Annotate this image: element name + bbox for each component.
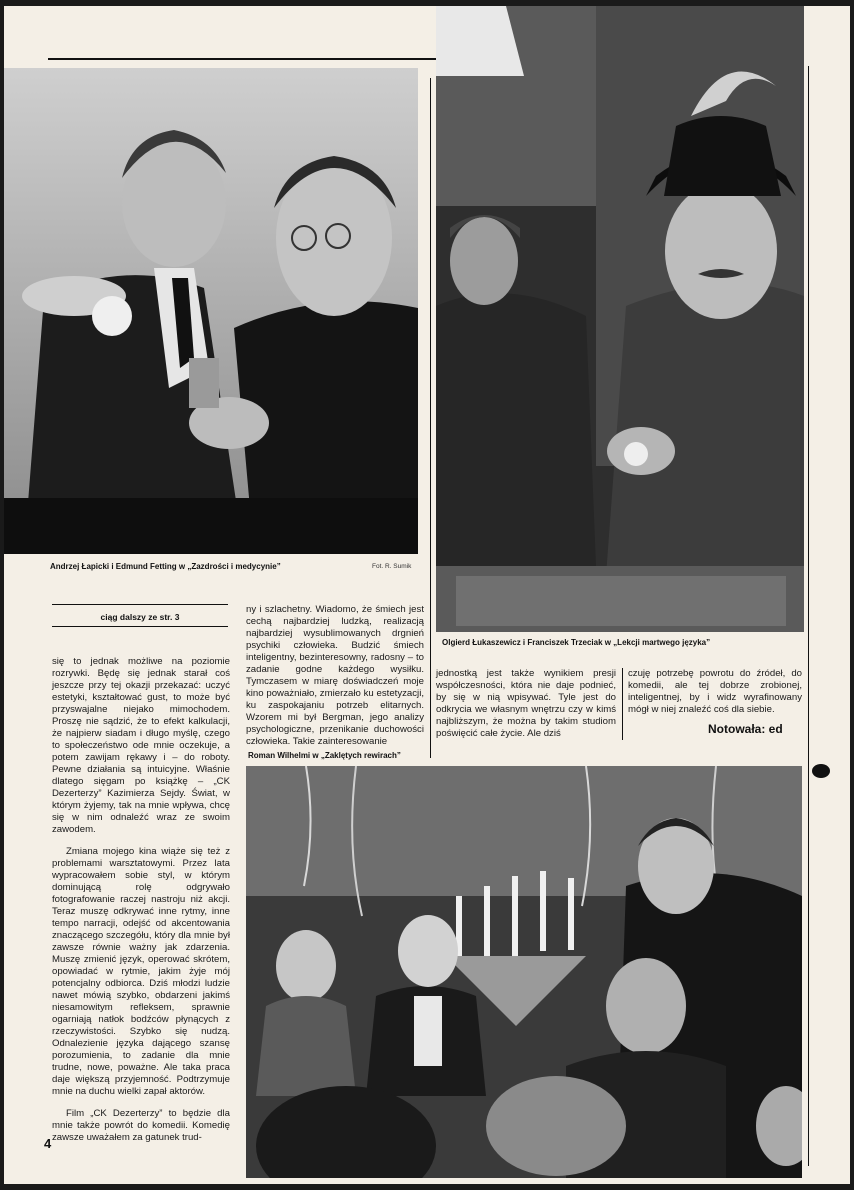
ink-blot xyxy=(812,764,830,778)
article-paragraph: czuję potrzebę powrotu do źródeł, do komedii, ale tej dobrze zrobionej, inteligentnej, by i widz wyrafinowany mógł w niej znaleźć coś dla siebie. xyxy=(628,668,802,715)
article-column-1 xyxy=(52,656,230,1156)
signature: Notowała: ed xyxy=(708,722,783,736)
article-paragraph: ny i szlachetny. Wiadomo, że śmiech jest cechą najbardziej ludzką, realizacją najbardziej wysublimowanych drgnień psychiki człowieka. Budzić śmiech inteligentny, bezinteresowny, radosny – to zadanie godne każdego wysiłku. Tymczasem w miarę doświadczeń moje kino poważniało, zmierzało ku estetyzacji, ku zaspokajaniu potrzeb elitarnych. Wzorem mi był Bergman, jego analizy psychologiczne, przenikanie duchowości człowieka. Takie zainteresowanie xyxy=(246,604,424,747)
article-column-4 xyxy=(628,668,802,718)
article-column-3 xyxy=(436,668,616,748)
right-rule xyxy=(808,66,809,1166)
article-paragraph: Film „CK Dezerterzy” to będzie dla mnie także powrót do komedii. Komedię zawsze uważałem za gatunek trud- xyxy=(52,1108,230,1143)
magazine-page xyxy=(4,6,850,1184)
continued-rule-top xyxy=(52,604,228,605)
article-paragraph: jednostką jest także wynikiem presji współczesności, która nie daje podnieć, by się w nią wpisywać. Tyle jest do odkrycia we własnym wnętrzu czy w kimś najbliższym, że można by takim studiom poświęcić całe życie. Ale dziś xyxy=(436,668,616,739)
caption-top-left: Andrzej Łapicki i Edmund Fetting w „Zazdrości i medycynie” xyxy=(50,562,281,571)
column-rule-small xyxy=(622,668,623,740)
article-column-2 xyxy=(246,604,424,747)
caption-bottom: Roman Wilhelmi w „Zaklętych rewirach” xyxy=(248,751,401,760)
column-rule xyxy=(430,78,431,758)
continued-rule-bottom xyxy=(52,626,228,627)
caption-top-right: Olgierd Łukaszewicz i Franciszek Trzeciak w „Lekcji martwego języka” xyxy=(442,638,711,647)
photo-credit: Fot. R. Sumik xyxy=(372,563,412,570)
page-number: 4 xyxy=(44,1136,52,1151)
photo-top-left xyxy=(4,68,418,554)
photo-bottom xyxy=(246,766,802,1178)
article-paragraph: się to jednak możliwe na poziomie rozrywki. Będę się jednak starał coś jeszcze przy tej okazji przekazać: uczyć estetyki, kształtować gust, to może być przyswajalne niejako mimochodem. Proszę nie sądzić, że to efekt kalkulacji, że najpierw siadam i długo myślę, czego to społeczeństwo ode mnie oczekuje, a potem zawijam rękawy i – do roboty. Pewne działania są intuicyjne. Właśnie dlatego sięgam po książkę – „CK Dezerterzy” Kazimierza Sejdy. Świat, w którym żyjemy, tak na mnie wpływa, chcę się w nim odnaleźć wraz ze swoim zawodem. xyxy=(52,656,230,835)
top-rule xyxy=(48,58,440,60)
continued-from: ciąg dalszy ze str. 3 xyxy=(100,612,180,622)
article-paragraph: Zmiana mojego kina wiąże się też z problemami warsztatowymi. Przez lata wypracowałem sobie styl, w którym dominującą rolę odgrywało fotografowanie raczej nastroju niż akcji. Teraz muszę odkrywać inne rytmy, inne tempo narracji, odejść od akcentowania znaczącego szczegółu, który dla mnie był zawsze równie ważny jak zdarzenia. Muszę zmienić język, operować skrótem, opowiadać w rytmie, jakim żyje mój potencjalny odbiorca. Dziś młodzi ludzie nawet mówią szybko, obdarzeni jakimś niesamowitym refleksem, sprawnie ogarniają natłok bodźców płynących z rzeczywistości. Szybko się nudzą. Odnalezienie języka dającego szansę porozumienia, to zadanie dla mnie trudne, nowe, poważne. Ale taka praca daje większą przyjemność. Podtrzymuje mnie na duchu wielki zapał aktorów. xyxy=(52,846,230,1097)
photo-top-right xyxy=(436,6,804,632)
